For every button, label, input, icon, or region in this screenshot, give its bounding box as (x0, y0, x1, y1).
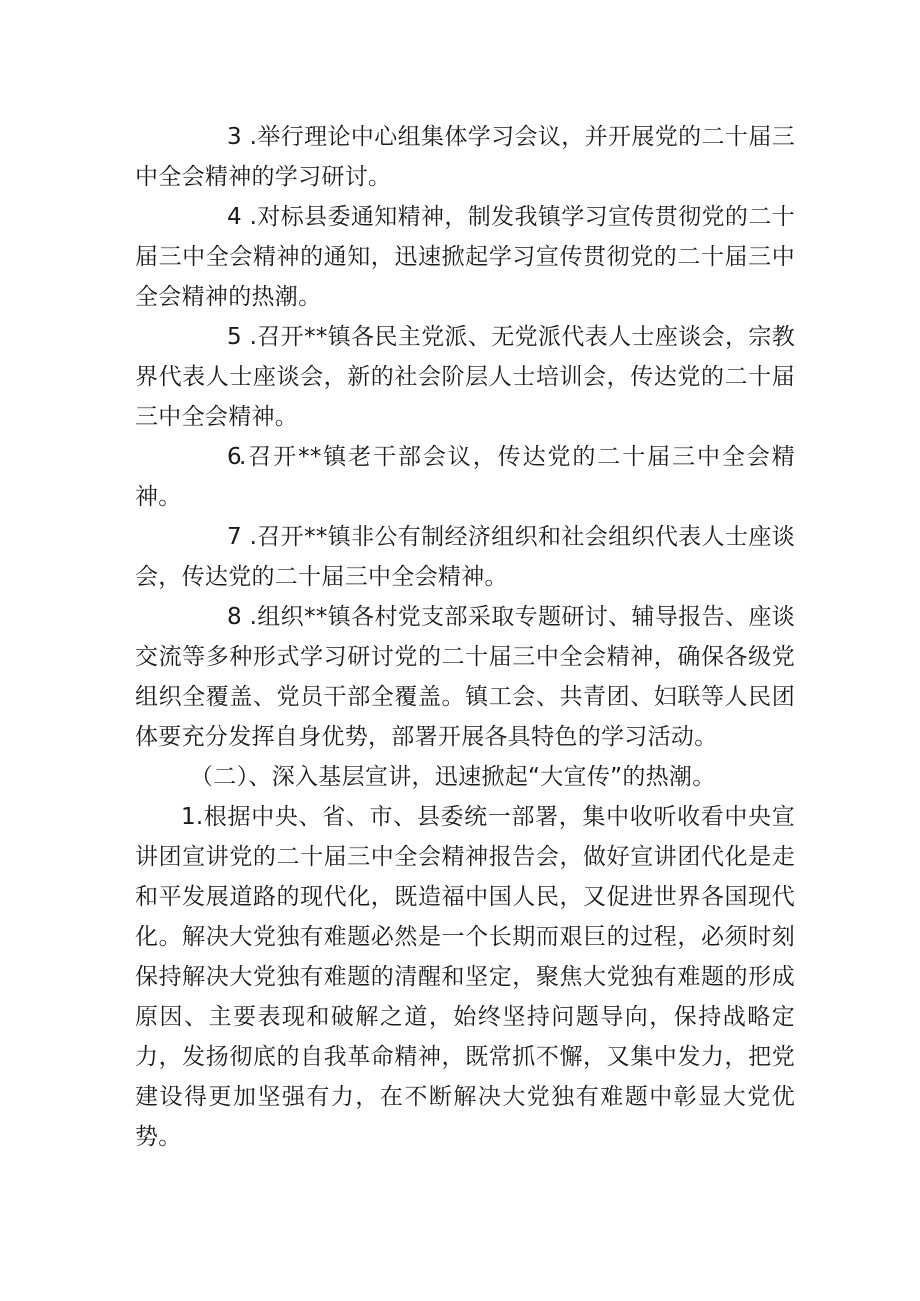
list-item-3 (135, 117, 795, 197)
item-text: .召开**镇非公有制经济组织和社会组织代表人士座谈会，传达党的二十届三中全会精神。 (135, 524, 795, 590)
body-paragraph: 1.根据中央、省、市、县委统一部署，集中收听收看中央宣讲团宣讲党的二十届三中全会精神报告会，做好宣讲团代化是走和平发展道路的现代化，既造福中国人民，又促进世界各国现代化。解决大党独有难题必然是一个长期而艰巨的过程，必须时刻保持解决大党独有难题的清醒和坚定，聚焦大党独有难题的形成原因、主要表现和破解之道，始终坚持问题导向，保持战略定力，发扬彻底的自我革命精神，既常抓不懈，又集中发力，把党建设得更加坚强有力，在不断解决大党独有难题中彰显大党优势。 (135, 804, 795, 1150)
item-text: .组织**镇各村党支部采取专题研讨、辅导报告、座谈交流等多种形式学习研讨党的二十届三中全会精神，确保各级党组织全覆盖、党员干部全覆盖。镇工会、共青团、妇联等人民团体要充分发挥自身优势，部署开展各具特色的学习活动。 (135, 604, 795, 750)
item-number: 7 (227, 524, 242, 550)
list-item-6 (135, 437, 795, 517)
item-number: 8 (227, 604, 242, 630)
document-body (135, 117, 795, 1157)
list-item-5 (135, 317, 795, 437)
item-text: .召开**镇各民主党派、无党派代表人士座谈会，宗教界代表人士座谈会，新的社会阶层人士培训会，传达党的二十届三中全会精神。 (135, 324, 795, 430)
list-item-4 (135, 197, 795, 317)
section-heading: （二）、深入基层宣讲，迅速掀起“大宣传”的热潮。 (190, 764, 716, 790)
item-number: 6 (227, 444, 242, 470)
list-item-8 (135, 597, 795, 757)
item-text: .召开**镇老干部会议，传达党的二十届三中全会精神。 (135, 444, 795, 510)
item-number: 3 (227, 124, 242, 150)
list-item-7 (135, 517, 795, 597)
item-number: 4 (227, 204, 242, 230)
item-text: .对标县委通知精神，制发我镇学习宣传贯彻党的二十届三中全会精神的通知，迅速掀起学习宣传贯彻党的二十届三中全会精神的热潮。 (135, 204, 795, 310)
item-number: 5 (227, 324, 242, 350)
item-text: .举行理论中心组集体学习会议，并开展党的二十届三中全会精神的学习研讨。 (135, 124, 795, 190)
